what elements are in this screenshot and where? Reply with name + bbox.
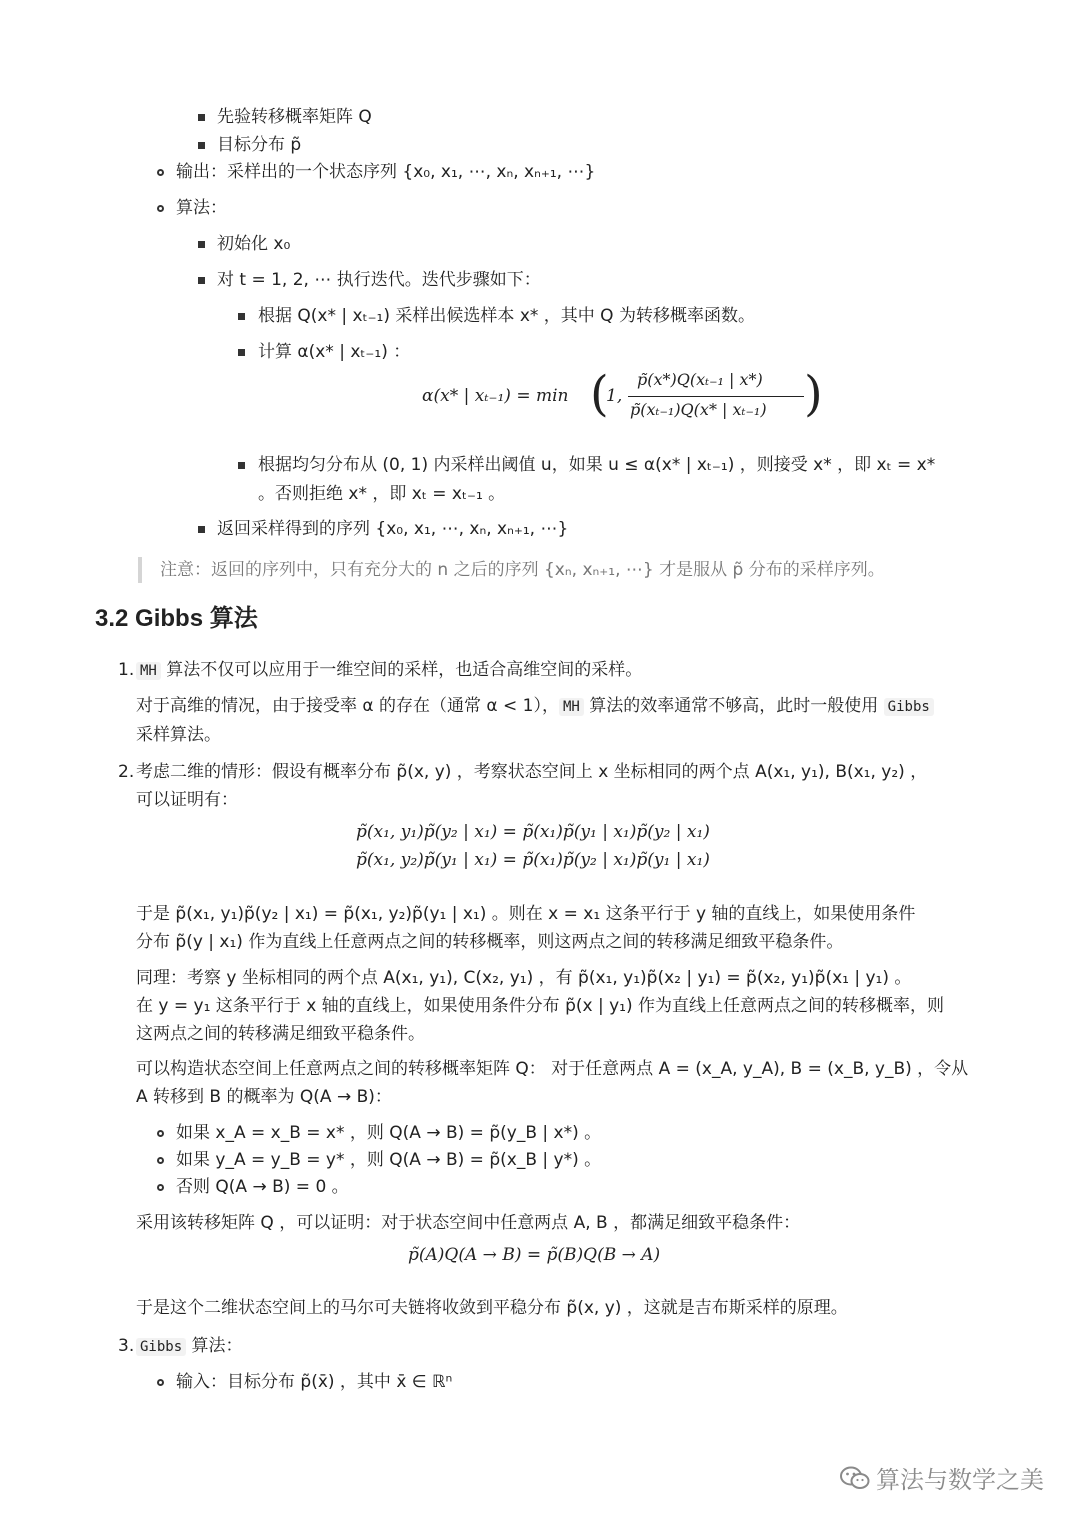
paragraph-continuation: 分布 p̃(y | x₁) 作为直线上任意两点之间的转移概率，则这两点之间的转移满足细致平稳条件。	[136, 932, 844, 952]
bullet-square	[198, 526, 205, 533]
inline-code: MH	[136, 662, 161, 680]
paragraph: 考虑二维的情形：假设有概率分布 p̃(x, y) ，考察状态空间上 x 坐标相同的两个点 A(x₁, y₁), B(x₁, y₂) ，	[136, 762, 928, 782]
paragraph: 于是 p̃(x₁, y₁)p̃(y₂ | x₁) = p̃(x₁, y₂)p̃(y₁ | x₁) 。则在 x = x₁ 这条平行于 y 轴的直线上，如果使用条件	[136, 904, 916, 924]
bullet-square	[198, 277, 205, 284]
bullet-circle	[157, 1379, 164, 1386]
paragraph-continuation: 可以证明有：	[136, 790, 238, 810]
list-item: 初始化 x₀	[217, 234, 291, 254]
paragraph-continuation: 采样算法。	[136, 725, 221, 745]
inline-code: Gibbs	[136, 1338, 186, 1356]
paragraph: 于是这个二维状态空间上的马尔可夫链将收敛到平稳分布 p̃(x, y) ，这就是吉布斯采样的原理。	[136, 1298, 848, 1318]
list-item: 返回采样得到的序列 {x₀, x₁, ⋯, xₙ, xₙ₊₁, ⋯}	[217, 519, 569, 539]
list-item: 根据均匀分布从 (0, 1) 内采样出阈值 u，如果 u ≤ α(x* | xₜ₋₁) ，则接受 x* ，即 xₜ = x*	[258, 455, 936, 475]
alpha-numerator: p̃(x*)Q(xₜ₋₁ | x*)	[637, 370, 763, 389]
bullet-circle	[157, 1184, 164, 1191]
paragraph-text: 算法：	[186, 1336, 243, 1356]
list-item: 否则 Q(A → B) = 0 。	[176, 1177, 349, 1197]
list-item-continuation: 。否则拒绝 x* ，即 xₜ = xₜ₋₁ 。	[258, 484, 506, 504]
list-item: 如果 x_A = x_B = x* ，则 Q(A → B) = p̃(y_B | x*) 。	[176, 1123, 602, 1143]
fraction-bar	[628, 396, 804, 397]
paragraph: 同理：考察 y 坐标相同的两个点 A(x₁, y₁), C(x₂, y₁) ，有 p̃(x₁, y₁)p̃(x₂ | y₁) = p̃(x₂, y₁)p̃(x₁ | y₁) 。	[136, 968, 912, 988]
watermark-text: 算法与数学之美	[876, 1466, 1044, 1494]
list-item: 算法：	[176, 198, 227, 218]
bullet-square	[238, 313, 245, 320]
list-item: 对 t = 1, 2, ⋯ 执行迭代。迭代步骤如下：	[217, 270, 541, 290]
left-paren: (	[590, 366, 609, 422]
paragraph	[136, 1334, 243, 1359]
display-equation: p̃(x₁, y₁)p̃(y₂ | x₁) = p̃(x₁)p̃(y₁ | x₁)p̃(y₂ | x₁)	[356, 822, 710, 842]
bullet-circle	[157, 169, 164, 176]
list-number: 3.	[118, 1336, 135, 1356]
list-item: 如果 y_A = y_B = y* ，则 Q(A → B) = p̃(x_B | y*) 。	[176, 1150, 602, 1170]
alpha-equation-one: 1,	[606, 386, 623, 406]
right-paren: )	[804, 366, 823, 422]
blockquote-bar	[138, 557, 142, 583]
note-text: 注意：返回的序列中，只有充分大的 n 之后的序列 {xₙ, xₙ₊₁, ⋯} 才是服从 p̃ 分布的采样序列。	[160, 560, 885, 580]
paragraph-continuation: A 转移到 B 的概率为 Q(A → B)：	[136, 1087, 392, 1107]
inline-code: Gibbs	[884, 698, 934, 716]
list-item: 目标分布 p̃	[217, 135, 302, 155]
bullet-square	[238, 349, 245, 356]
display-equation: p̃(x₁, y₂)p̃(y₁ | x₁) = p̃(x₁)p̃(y₂ | x₁)p̃(y₁ | x₁)	[356, 850, 710, 870]
paragraph-continuation: 这两点之间的转移满足细致平稳条件。	[136, 1024, 425, 1044]
paragraph	[136, 658, 642, 683]
list-item: 根据 Q(x* | xₜ₋₁) 采样出候选样本 x* ，其中 Q 为转移概率函数。	[258, 306, 755, 326]
bullet-square	[238, 462, 245, 469]
paragraph: 采用该转移矩阵 Q ，可以证明：对于状态空间中任意两点 A, B ，都满足细致平稳条件：	[136, 1213, 801, 1233]
watermark	[840, 1460, 1044, 1497]
list-number: 2.	[118, 762, 135, 782]
bullet-circle	[157, 205, 164, 212]
paragraph-text: 算法不仅可以应用于一维空间的采样，也适合高维空间的采样。	[160, 660, 643, 680]
bullet-square	[198, 142, 205, 149]
list-item: 计算 α(x* | xₜ₋₁) ：	[258, 342, 411, 362]
section-heading: 3.2 Gibbs 算法	[95, 605, 258, 632]
list-item: 输出：采样出的一个状态序列 {x₀, x₁, ⋯, xₙ, xₙ₊₁, ⋯}	[176, 162, 596, 182]
list-item: 输入：目标分布 p̃(x̄) ，其中 x̄ ∈ ℝⁿ	[176, 1372, 453, 1392]
alpha-denominator: p̃(xₜ₋₁)Q(x* | xₜ₋₁)	[630, 400, 767, 419]
bullet-square	[198, 241, 205, 248]
paragraph-text: 算法的效率通常不够高，此时一般使用	[583, 696, 884, 716]
display-equation: p̃(A)Q(A → B) = p̃(B)Q(B → A)	[408, 1245, 661, 1265]
inline-code: MH	[559, 698, 584, 716]
bullet-circle	[157, 1130, 164, 1137]
alpha-equation-lhs: α(x* | xₜ₋₁) = min	[422, 386, 569, 406]
bullet-square	[198, 114, 205, 121]
paragraph-continuation: 在 y = y₁ 这条平行于 x 轴的直线上，如果使用条件分布 p̃(x | y₁) 作为直线上任意两点之间的转移概率，则	[136, 996, 944, 1016]
list-item: 先验转移概率矩阵 Q	[217, 107, 372, 127]
bullet-circle	[157, 1157, 164, 1164]
list-number: 1.	[118, 660, 135, 680]
paragraph	[136, 694, 934, 719]
wechat-icon	[840, 1465, 870, 1497]
paragraph-text: 对于高维的情况，由于接受率 α 的存在（通常 α < 1），	[136, 696, 559, 716]
paragraph: 可以构造状态空间上任意两点之间的转移概率矩阵 Q： 对于任意两点 A = (x_A, y_A), B = (x_B, y_B) ，令从	[136, 1059, 969, 1079]
